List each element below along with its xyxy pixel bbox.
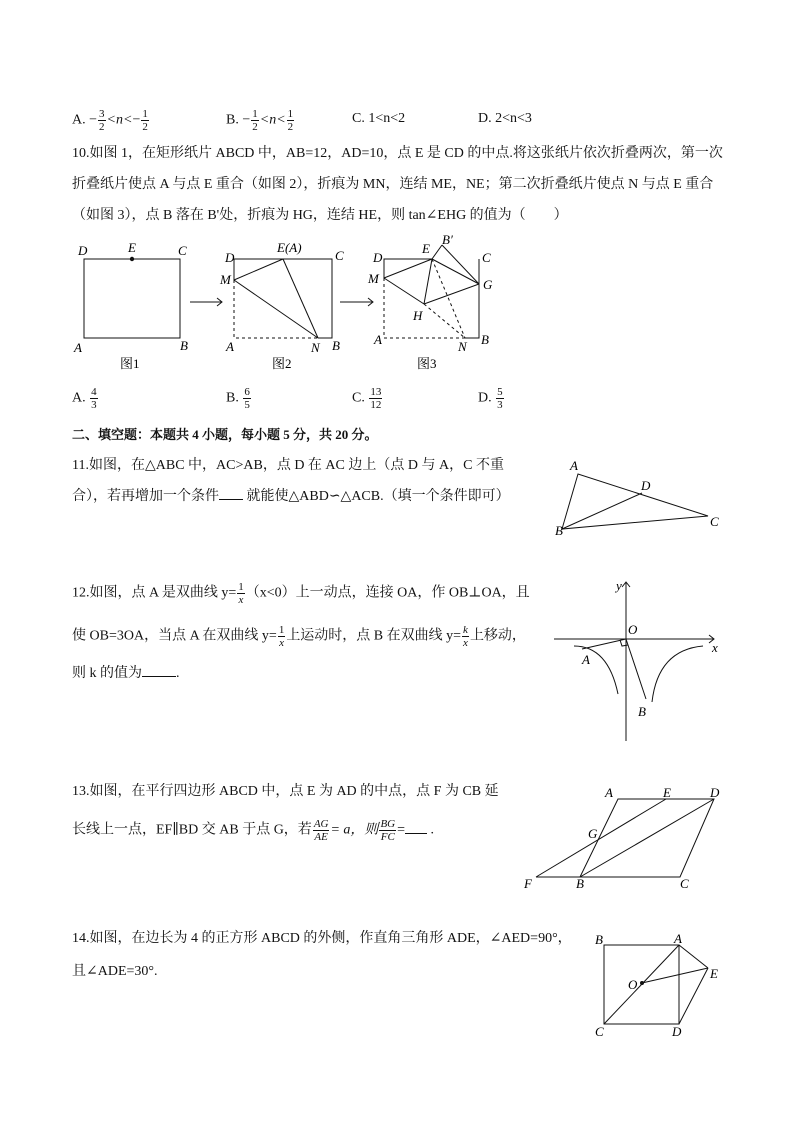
q13-figure xyxy=(520,784,730,892)
q14-line-2: 且∠ADE=30°. xyxy=(72,964,158,979)
q11-line-1: 11.如图，在△ABC 中，AC>AB，点 D 在 AC 边上（点 D 与 A，C 不重 xyxy=(72,458,504,473)
q12-label-y: y xyxy=(616,578,622,593)
q10-fig1-label-a: A xyxy=(74,340,82,355)
q10-fig3-label-c: C xyxy=(482,250,491,265)
q10-fig3-label-b: B xyxy=(481,332,489,347)
q13-line-2: 长线上一点，EF∥BD 交 AB 于点 G，若 $\frac{AG}{AE}$ = a，则 $\frac{BG}{FC}$ = . xyxy=(72,818,435,843)
q10-fig3-label-a: A xyxy=(374,332,382,347)
q14-label-b: B xyxy=(595,932,603,947)
q13-label-a: A xyxy=(605,785,613,800)
q10-arrow-1 xyxy=(190,298,222,306)
q10-fig1-label-e: E xyxy=(128,240,136,255)
q10-fig2-label-e: E(A) xyxy=(277,240,302,255)
q11-line-2: 合），若再增加一个条件 就能使△ABD∽△ACB.（填一个条件即可） xyxy=(72,489,510,504)
q11-label-b: B xyxy=(555,523,563,538)
q9-option-b: B. − $\frac{1}{2}$ <n< $\frac{1}{2}$ xyxy=(226,108,294,133)
q13-label-c: C xyxy=(680,876,689,891)
q10-fig3-label-e: E xyxy=(422,241,430,256)
q10-fig1-label-d: D xyxy=(78,243,88,258)
q12-figure xyxy=(548,576,728,744)
q10-fig3-label-g: G xyxy=(483,277,493,292)
q10-fig3-caption: 图3 xyxy=(417,356,437,371)
q12-line-3: 则 k 的值为 . xyxy=(72,666,180,681)
q14-label-e: E xyxy=(710,966,718,981)
q10-line-2: 折叠纸片使点 A 与点 E 重合（如图 2），折痕为 MN，连结 ME，NE；第二次折叠纸片使点 N 与点 E 重合 xyxy=(72,177,714,192)
q10-fig1-label-b: B xyxy=(180,338,188,353)
q10-fig2-label-b: B xyxy=(332,338,340,353)
q10-fig1-caption: 图1 xyxy=(120,356,140,371)
q9-option-a: A. − $\frac{3}{2}$ <n<− $\frac{1}{2}$ xyxy=(72,108,148,133)
q12-label-a: A xyxy=(582,652,590,667)
q11-answer-blank[interactable] xyxy=(219,499,243,500)
q10-fig2-caption: 图2 xyxy=(272,356,292,371)
q11-label-a: A xyxy=(570,458,578,473)
q13-label-f: F xyxy=(524,876,532,891)
q14-figure xyxy=(586,928,726,1044)
q10-figures xyxy=(70,232,510,374)
q10-fig2-label-m: M xyxy=(220,272,231,287)
q14-line-1: 14.如图，在边长为 4 的正方形 ABCD 的外侧，作直角三角形 ADE，∠AED=90°， xyxy=(72,931,572,946)
q10-fig3-label-d: D xyxy=(373,250,383,265)
q14-label-d: D xyxy=(672,1024,682,1039)
q10-fig2-label-c: C xyxy=(335,248,344,263)
q11-label-d: D xyxy=(641,478,651,493)
q10-option-b: B. $\frac{6}{5}$ xyxy=(226,386,250,411)
q10-fig2-label-n: N xyxy=(311,340,320,355)
q10-arrow-2 xyxy=(340,298,373,306)
q12-line-1: 12.如图，点 A 是双曲线 y= $\frac{1}{x}$ （x<0）上一动点，连接 OA，作 OB⊥OA，且 xyxy=(72,581,530,606)
q9-option-d: D. 2<n<3 xyxy=(478,111,532,126)
q13-answer-blank[interactable] xyxy=(405,833,427,834)
q11-label-c: C xyxy=(710,514,719,529)
q14-label-c: C xyxy=(595,1024,604,1039)
q10-line-1: 10.如图 1，在矩形纸片 ABCD 中，AB=12，AD=10，点 E 是 CD 的中点.将这张纸片依次折叠两次，第一次 xyxy=(72,146,723,161)
q10-option-a: A. $\frac{4}{3}$ xyxy=(72,386,97,411)
q10-line-3: （如图 3），点 B 落在 B'处，折痕为 HG，连结 HE，则 tan∠EHG 的值为（ ） xyxy=(72,208,568,223)
q12-answer-blank[interactable] xyxy=(142,676,176,677)
q10-fig1-label-c: C xyxy=(178,243,187,258)
q10-fig2-label-d: D xyxy=(225,250,235,265)
q12-line-2: 使 OB=3OA，当点 A 在双曲线 y= $\frac{1}{x}$ 上运动时，点 B 在双曲线 y= $\frac{k}{x}$ 上移动， xyxy=(72,624,526,649)
q13-label-b: B xyxy=(576,876,584,891)
q10-fig3-label-m: M xyxy=(368,271,379,286)
q10-fig3-label-h: H xyxy=(413,308,423,323)
q10-fig2 xyxy=(234,259,332,338)
q14-label-o: O xyxy=(628,977,638,992)
q10-fig3-label-bp: B′ xyxy=(442,232,453,247)
q10-fig2-label-a: A xyxy=(226,339,234,354)
q12-label-b: B xyxy=(638,704,646,719)
q13-label-d: D xyxy=(710,785,720,800)
q10-fig3-label-n: N xyxy=(458,339,467,354)
q14-point-o xyxy=(640,981,644,985)
q10-fig3 xyxy=(384,245,479,338)
q12-label-o: O xyxy=(628,622,638,637)
q9-option-c: C. 1<n<2 xyxy=(352,111,406,126)
q12-label-x: x xyxy=(712,640,718,655)
q13-label-g: G xyxy=(588,826,598,841)
q14-label-a: A xyxy=(674,931,682,946)
q13-label-e: E xyxy=(663,785,671,800)
q10-fig1-point-e xyxy=(130,257,134,261)
q13-line-1: 13.如图，在平行四边形 ABCD 中，点 E 为 AD 的中点，点 F 为 CB 延 xyxy=(72,784,499,799)
q10-fig1 xyxy=(84,259,180,338)
q10-option-c: C. $\frac{13}{12}$ xyxy=(352,386,382,411)
q11-figure xyxy=(550,456,730,538)
q10-option-d: D. $\frac{5}{3}$ xyxy=(478,386,503,411)
section-2-heading: 二、填空题：本题共 4 小题，每小题 5 分，共 20 分。 xyxy=(72,427,378,442)
